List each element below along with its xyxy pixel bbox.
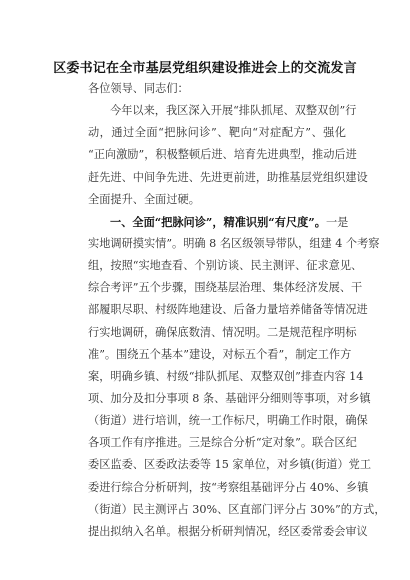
body-line — [88, 255, 363, 277]
body-line — [88, 299, 368, 321]
salutation: 各位领导、同志们： — [88, 82, 189, 95]
body-line — [88, 344, 352, 366]
line-text: （街道）民主测评占 30%、区直部门评分占 30%”的方式， — [88, 502, 386, 516]
body-line — [88, 432, 357, 454]
body-line — [88, 366, 364, 388]
document-body — [88, 78, 386, 543]
line-text: 行实地调研，确保底数清、情况明。二是规范程序明标 — [88, 325, 357, 339]
body-line — [88, 122, 346, 144]
body-line — [88, 499, 386, 521]
line-text: 委区监委、区委政法委等 15 家单位，对乡镇(街道）党工 — [88, 458, 372, 472]
section-heading: 一、全面“把脉问诊”，精准识别“有尺度”。 — [110, 214, 326, 229]
body-line — [88, 100, 357, 122]
line-text: （街道）进行培训，统一工作标尺，明确工作时限，确保 — [88, 414, 368, 428]
line-text: 全面提升、全面过硬。 — [88, 192, 200, 206]
line-text: 综合考评”五个步骤，围绕基层治理、集体经济发展、干 — [88, 281, 363, 295]
line-text: 赶先进、中间争先进、先进更前进，助推基层党组织建设 — [88, 170, 368, 184]
line-text: 案，明确乡镇、村级“排队抓尾、双整双创”排查内容 14 — [88, 369, 364, 383]
body-line — [88, 388, 371, 410]
body-line — [88, 211, 349, 233]
body-line — [88, 477, 369, 499]
line-text: 提出拟纳入名单。根据分析研判情况，经区委常委会审议 — [88, 524, 368, 538]
line-text: “正向激励”，积极整顿后进、培育先进典型，推动后进 — [88, 148, 357, 162]
line-text: 今年以来，我区深入开展“排队抓尾、双整双创”行 — [110, 104, 357, 118]
body-line — [88, 410, 368, 432]
body-line — [88, 322, 357, 344]
line-text: 部履职尽职、村级阵地建设、后备力量培养储备等情况进 — [88, 303, 368, 317]
line-text: 实地调研摸实情”。明确 8 名区级领导带队，组建 4 个考察 — [88, 236, 380, 250]
body-line — [88, 167, 368, 189]
line-text: 委进行综合分析研判，按“考察组基础评分占 40%、乡镇 — [88, 480, 369, 494]
line-text: 准”。围绕五个基本”建设，对标五个看”，制定工作方 — [88, 347, 352, 361]
body-line — [88, 189, 346, 211]
body-line — [88, 233, 380, 255]
line-text: 组，按照“实地查看、个别访谈、民主测评、征求意见、 — [88, 259, 363, 273]
line-text: 动，通过全面“把脉问诊”、靶向“对症配方”、强化 — [88, 126, 346, 140]
line-text: 项、加分及扣分事项 8 条、基础评分细则等事项，对乡镇 — [88, 391, 371, 405]
document-title: 区委书记在全市基层党组织建设推进会上的交流发言 — [53, 61, 357, 76]
body-line — [88, 144, 357, 166]
body-line — [88, 454, 372, 476]
body-line — [88, 277, 363, 299]
body-line — [88, 521, 368, 543]
line-text: 一是 — [325, 215, 349, 229]
line-text: 各项工作有序推进。三是综合分析“定对象”。联合区纪 — [88, 436, 357, 450]
